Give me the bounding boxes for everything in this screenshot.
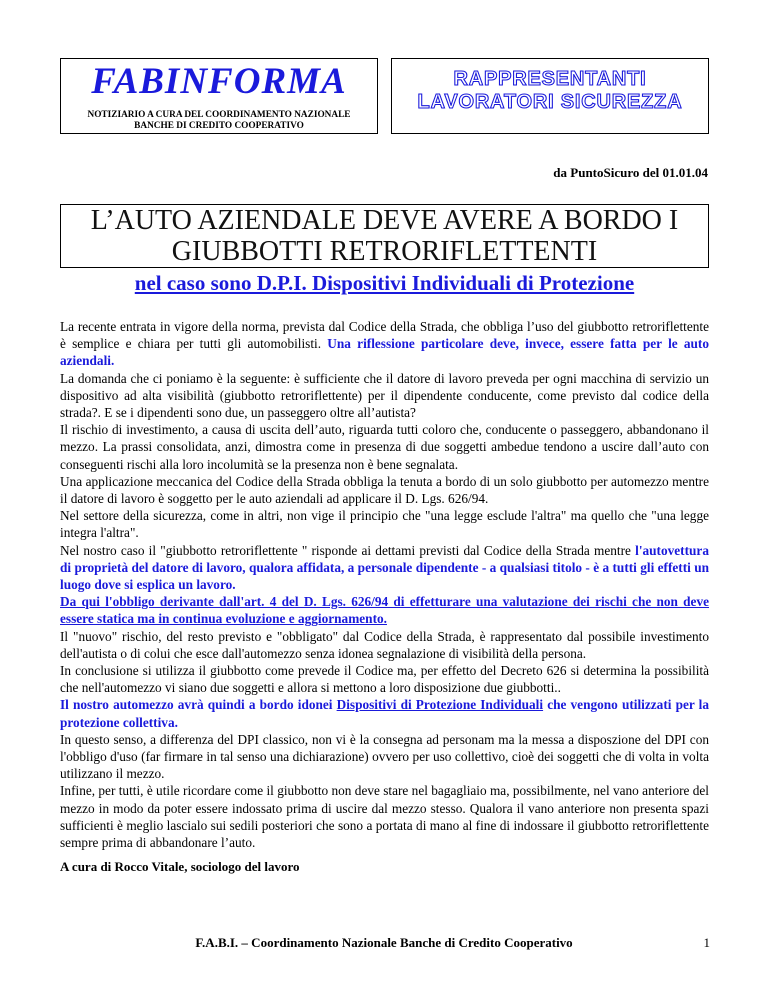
- paragraph-6: [60, 542, 709, 594]
- paragraph-1-text: La recente entrata in vigore della norma, prevista dal Codice della Strada, che obbliga l’uso del giubbotto retroriflettente è semplice e chiara per tutti gli automobilisti.: [60, 319, 709, 352]
- paragraph-9: In conclusione si utilizza il giubbotto come prevede il Codice ma, per effetto del Decreto 626 si determina la possibilità che nell'automezzo vi siano due soggetti e allora si mettono a loro disposizione due giubbotti..: [60, 663, 709, 696]
- rls-line-1: RAPPRESENTANTI: [453, 68, 647, 90]
- paragraph-8: Il "nuovo" rischio, del resto previsto e "obbligato" dal Codice della Strada, è rappresentato dal possibile investimento dell'autista o di colui che esce dall'automezzo senza idonea segnalazione di visibilità della persona.: [60, 628, 709, 661]
- page-footer: F.A.B.I. – Coordinamento Nazionale Banche di Credito Cooperativo: [195, 935, 573, 950]
- article-body: [60, 318, 709, 851]
- brand-subtitle-line-2: BANCHE DI CREDITO COOPERATIVO: [134, 121, 304, 131]
- title-line-1: L’AUTO AZIENDALE DEVE AVERE A BORDO I: [90, 205, 679, 236]
- paragraph-5: Nel settore della sicurezza, come in altri, non vige il principio che "una legge esclude l'altra" ma quello che "una legge integra l'altra".: [60, 508, 709, 541]
- page-number: 1: [703, 935, 710, 950]
- paragraph-10: [60, 696, 709, 730]
- paragraph-7: Da qui l'obbligo derivante dall'art. 4 del D. Lgs. 626/94 di effetturare una valutazione dei rischi che non deve essere statica ma in continua evoluzione e aggiornamento.: [60, 594, 709, 627]
- paragraph-10-text-c: che vengono utilizzati per la protezione collettiva.: [60, 697, 709, 730]
- rls-line-2: LAVORATORI SICUREZZA: [417, 91, 683, 113]
- paragraph-1-highlight: Una riflessione particolare deve, invece, essere fatta per le auto aziendali.: [60, 336, 710, 369]
- paragraph-10-text-a: Il nostro automezzo avrà quindi a bordo idonei: [60, 697, 337, 713]
- paragraph-3: Il rischio di investimento, a causa di uscita dell’auto, riguarda tutti coloro che, conducente o passeggero, abbandonano il mezzo. La prassi consolidata, anzi, dimostra come in presenza di due soggetti ambedue tendono a uscire dall’auto con conseguenti rischi alla loro incolumità se la presenza non è bene segnalata.: [60, 422, 709, 472]
- paragraph-11: In questo senso, a differenza del DPI classico, non vi è la consegna ad personam ma la messa a disposzione del DPI con l'obbligo d'uso (far firmare in tal senso una dichiarazione) ovvero per uso collettivo, cioè dei soggetti che di volta in volta utilizzano il mezzo.: [60, 731, 709, 782]
- title-line-2: GIUBBOTTI RETRORIFLETTENTI: [171, 236, 598, 267]
- author-credit: A cura di Rocco Vitale, sociologo del lavoro: [60, 859, 300, 874]
- paragraph-1: [60, 318, 709, 370]
- brand-subtitle: [61, 110, 377, 132]
- paragraph-6-text: Nel nostro caso il "giubbotto retroriflettente " risponde ai dettami previsti dal Codice della Strada mentre: [60, 542, 636, 558]
- brand-subtitle-line-1: NOTIZIARIO A CURA DEL COORDINAMENTO NAZIONALE: [87, 110, 351, 120]
- paragraph-4: Una applicazione meccanica del Codice della Strada obbliga la tenuta a bordo di un solo giubbotto per automezzo mentre il datore di lavoro è soggetto per le auto aziendali ad applicare il D. Lgs. 626/94.: [60, 473, 709, 507]
- rls-box: [391, 58, 709, 134]
- paragraph-2: La domanda che ci poniamo è la seguente: è sufficiente che il datore di lavoro preveda per ogni macchina di servizio un dispositivo ad alta visibilità (giubbotto retroriflettente) per il dipendente conducente, come previsto dal codice della strada?. E se i dipendenti sono due, un passeggero oltre all’autista?: [60, 370, 709, 421]
- paragraph-12: Infine, per tutti, è utile ricordare come il giubbotto non deve stare nel bagagliaio ma, possibilmente, nel vano anteriore del mezzo in modo da poter essere indossato prima di uscire dal mezzo stesso. Qualora il vano anteriore non presenta spazi sufficienti è meglio lascialo sui sedili posteriori che sono a portata di mano al fine di indossare il giubbotto retroriflettente sempre prima di abbandonare l’auto.: [60, 783, 709, 851]
- subtitle: nel caso sono D.P.I. Dispositivi Individuali di Protezione: [134, 271, 635, 295]
- title-box: [60, 204, 709, 268]
- masthead-box: [60, 58, 378, 134]
- source-line: da PuntoSicuro del 01.01.04: [553, 165, 708, 180]
- paragraph-6-highlight: l'autovettura di proprietà del datore di lavoro, qualora affidata, a personale dipendente - a qualsiasi titolo - è a tutti gli effetti un luogo dove si esplica un lavoro.: [60, 542, 709, 593]
- brand-title: FABINFORMA: [91, 61, 347, 102]
- dpi-link[interactable]: Dispositivi di Protezione Individuali: [336, 697, 544, 713]
